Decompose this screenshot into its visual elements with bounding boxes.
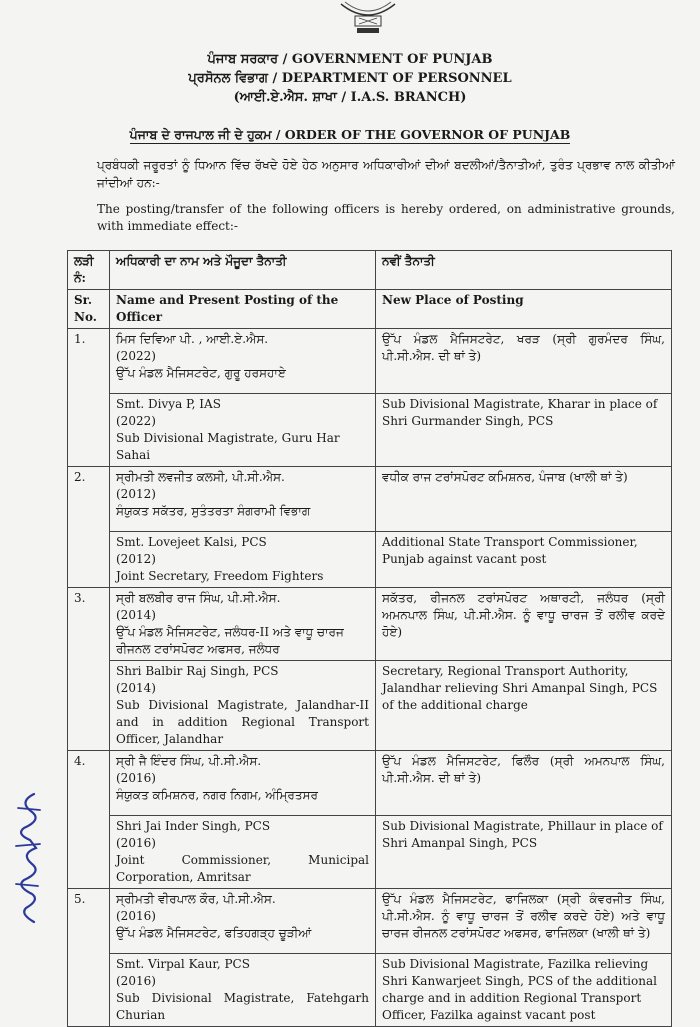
- officer-present-posting: ਉੱਪ ਮੰਡਲ ਮੈਜਿਸਟਰੇਟ, ਜਲੰਧਰ-II ਅਤੇ ਵਾਧੂ ਚਾਰਜ ਰੀਜਨਲ ਟਰਾਂਸਪੋਰਟ ਅਫਸਰ, ਜਲੰਧਰ: [116, 625, 344, 656]
- serial-number: 4.: [68, 751, 110, 889]
- officer-name: ਸ੍ਰੀ ਜੈ ਇੰਦਰ ਸਿੰਘ, ਪੀ.ਸੀ.ਐਸ.: [116, 754, 262, 768]
- table-row: [68, 394, 672, 467]
- serial-number: 2.: [68, 467, 110, 588]
- header-officer-en: Name and Present Posting of the Officer: [110, 290, 376, 329]
- header-posting-en: New Place of Posting: [376, 290, 672, 329]
- document-header: [0, 50, 700, 107]
- new-posting-english: Sub Divisional Magistrate, Kharar in place of Shri Gurmander Singh, PCS: [376, 394, 672, 467]
- table-row: [68, 889, 672, 954]
- officer-batch-year: (2022): [116, 349, 156, 363]
- officer-present-posting: ਸੰਯੁਕਤ ਕਮਿਸ਼ਨਰ, ਨਗਰ ਨਿਗਮ, ਅੰਮ੍ਰਿਤਸਰ: [116, 788, 318, 802]
- officer-present-posting: ਉੱਪ ਮੰਡਲ ਮੈਜਿਸਟਰੇਟ, ਗੁਰੂ ਹਰਸਹਾਏ: [116, 366, 286, 380]
- officer-present-posting: Joint Secretary, Freedom Fighters: [116, 569, 324, 583]
- officer-english-cell: [110, 532, 376, 588]
- intro-punjabi: ਪ੍ਰਬੰਧਕੀ ਜਰੂਰਤਾਂ ਨੂੰ ਧਿਆਨ ਵਿੱਚ ਰੱਖਦੇ ਹੋਏ ਹੇਠ ਅਨੁਸਾਰ ਅਧਿਕਾਰੀਆਂ ਦੀਆਂ ਬਦਲੀਆਂ/ਤੈਨਾਤੀਆਂ, ਤੁਰੰਤ ਪ੍ਰਭਾਵ ਨਾਲ ਕੀਤੀਆਂ ਜਾਂਦੀਆਂ ਹਨ:-: [97, 158, 675, 190]
- officer-name: Smt. Lovejeet Kalsi, PCS: [116, 535, 267, 549]
- new-posting-english: Secretary, Regional Transport Authority, Jalandhar relieving Shri Amanpal Singh, PCS of the additional charge: [376, 661, 672, 751]
- officer-punjabi-cell: [110, 889, 376, 954]
- header-posting-pa: ਨਵੀਂ ਤੈਨਾਤੀ: [376, 251, 672, 290]
- officer-name: Shri Jai Inder Singh, PCS: [116, 819, 271, 833]
- table-header-english-row: [68, 290, 672, 329]
- table-row: [68, 532, 672, 588]
- officer-name: Smt. Virpal Kaur, PCS: [116, 957, 250, 971]
- officer-present-posting: Sub Divisional Magistrate, Fatehgarh Churian: [116, 991, 369, 1022]
- officer-punjabi-cell: [110, 329, 376, 394]
- serial-number: 3.: [68, 588, 110, 751]
- officer-english-cell: [110, 661, 376, 751]
- header-sr-pa: ਲੜੀ ਨੰ:: [68, 251, 110, 290]
- table-row: [68, 588, 672, 661]
- officer-batch-year: (2016): [116, 836, 156, 850]
- officer-name: Shri Balbir Raj Singh, PCS: [116, 664, 279, 678]
- officer-english-cell: [110, 816, 376, 889]
- postings-table: [67, 250, 672, 1027]
- officer-punjabi-cell: [110, 751, 376, 816]
- order-title: [0, 127, 700, 143]
- serial-number: 1.: [68, 329, 110, 467]
- officer-batch-year: (2022): [116, 414, 156, 428]
- table-row: [68, 661, 672, 751]
- officer-name: ਮਿਸ ਦਿਵਿਆ ਪੀ. , ਆਈ.ਏ.ਐਸ.: [116, 332, 269, 346]
- officer-english-cell: [110, 394, 376, 467]
- order-title-text: ਪੰਜਾਬ ਦੇ ਰਾਜਪਾਲ ਜੀ ਦੇ ਹੁਕਮ / ORDER OF THE GOVERNOR OF PUNJAB: [129, 127, 571, 142]
- officer-punjabi-cell: [110, 588, 376, 661]
- officer-present-posting: ਉੱਪ ਮੰਡਲ ਮੈਜਿਸਟਰੇਟ, ਫਤਿਹਗੜ੍ਹ ਚੂੜੀਆਂ: [116, 926, 312, 940]
- new-posting-punjabi: ਉੱਪ ਮੰਡਲ ਮੈਜਿਸਟਰੇਟ, ਫਿਲੌਰ (ਸ੍ਰੀ ਅਮਨਪਾਲ ਸਿੰਘ, ਪੀ.ਸੀ.ਐਸ. ਦੀ ਥਾਂ ਤੇ): [376, 751, 672, 816]
- officer-present-posting: ਸੰਯੁਕਤ ਸਕੱਤਰ, ਸੁਤੰਤਰਤਾ ਸੰਗਰਾਮੀ ਵਿਭਾਗ: [116, 504, 311, 518]
- officer-batch-year: (2016): [116, 974, 156, 988]
- officer-punjabi-cell: [110, 467, 376, 532]
- new-posting-english: Additional State Transport Commissioner, Punjab against vacant post: [376, 532, 672, 588]
- header-line-department: ਪ੍ਰਸੋਨਲ ਵਿਭਾਗ / DEPARTMENT OF PERSONNEL: [188, 71, 512, 86]
- officer-present-posting: Sub Divisional Magistrate, Guru Har Sahai: [116, 431, 340, 462]
- handwritten-signature: [6, 788, 50, 928]
- officer-name: Smt. Divya P, IAS: [116, 397, 221, 411]
- officer-batch-year: (2016): [116, 909, 156, 923]
- table-row: [68, 329, 672, 394]
- officer-batch-year: (2012): [116, 487, 156, 501]
- officer-present-posting: Sub Divisional Magistrate, Jalandhar-II and in addition Regional Transport Officer, Jalandhar: [116, 698, 369, 746]
- header-line-branch: (ਆਈ.ਏ.ਐਸ. ਸ਼ਾਖਾ / I.A.S. BRANCH): [233, 90, 467, 105]
- officer-batch-year: (2014): [116, 608, 156, 622]
- new-posting-english: Sub Divisional Magistrate, Phillaur in place of Shri Amanpal Singh, PCS: [376, 816, 672, 889]
- intro-english: The posting/transfer of the following officers is hereby ordered, on administrative grounds, with immediate effect:-: [97, 202, 675, 233]
- table-row: [68, 467, 672, 532]
- officer-name: ਸ੍ਰੀ ਬਲਬੀਰ ਰਾਜ ਸਿੰਘ, ਪੀ.ਸੀ.ਐਸ.: [116, 591, 281, 605]
- table-row: [68, 816, 672, 889]
- table-header-punjabi-row: [68, 251, 672, 290]
- new-posting-punjabi: ਉੱਪ ਮੰਡਲ ਮੈਜਿਸਟਰੇਟ, ਖਰੜ (ਸ੍ਰੀ ਗੁਰਮੰਦਰ ਸਿੰਘ, ਪੀ.ਸੀ.ਐਸ. ਦੀ ਥਾਂ ਤੇ): [376, 329, 672, 394]
- officer-batch-year: (2014): [116, 681, 156, 695]
- new-posting-punjabi: ਵਧੀਕ ਰਾਜ ਟਰਾਂਸਪੋਰਟ ਕਮਿਸ਼ਨਰ, ਪੰਜਾਬ (ਖਾਲੀ ਥਾਂ ਤੇ): [376, 467, 672, 532]
- new-posting-punjabi: ਉੱਪ ਮੰਡਲ ਮੈਜਿਸਟਰੇਟ, ਫਾਜਿਲਕਾ (ਸ੍ਰੀ ਕੰਵਰਜੀਤ ਸਿੰਘ, ਪੀ.ਸੀ.ਐਸ. ਨੂੰ ਵਾਧੂ ਚਾਰਜ ਤੋਂ ਰਲੀਵ ਕਰਦੇ ਹੋਏ) ਅਤੇ ਵਾਧੂ ਚਾਰਜ ਰੀਜਨਲ ਟਰਾਂਸਪੋਰਟ ਅਫਸਰ, ਫਾਜਿਲਕਾ (ਖਾਲੀ ਥਾਂ ਤੇ): [376, 889, 672, 954]
- new-posting-english: Sub Divisional Magistrate, Fazilka relieving Shri Kanwarjeet Singh, PCS of the additional charge and in addition Regional Transport Officer, Fazilka against vacant post: [376, 954, 672, 1027]
- header-line-government: ਪੰਜਾਬ ਸਰਕਾਰ / GOVERNMENT OF PUNJAB: [207, 52, 493, 67]
- officer-name: ਸ੍ਰੀਮਤੀ ਵੀਰਪਾਲ ਕੌਰ, ਪੀ.ਸੀ.ਐਸ.: [116, 892, 276, 906]
- government-emblem-icon: [335, 0, 401, 36]
- officer-name: ਸ੍ਰੀਮਤੀ ਲਵਜੀਤ ਕਲਸੀ, ਪੀ.ਸੀ.ਐਸ.: [116, 470, 285, 484]
- officer-batch-year: (2016): [116, 771, 156, 785]
- header-sr-en: Sr. No.: [68, 290, 110, 329]
- officer-english-cell: [110, 954, 376, 1027]
- table-row: [68, 751, 672, 816]
- serial-number: 5.: [68, 889, 110, 1027]
- new-posting-punjabi: ਸਕੱਤਰ, ਰੀਜਨਲ ਟਰਾਂਸਪੋਰਟ ਅਥਾਰਟੀ, ਜਲੰਧਰ (ਸ੍ਰੀ ਅਮਨਪਾਲ ਸਿੰਘ, ਪੀ.ਸੀ.ਐਸ. ਨੂੰ ਵਾਧੂ ਚਾਰਜ ਤੋਂ ਰਲੀਵ ਕਰਦੇ ਹੋਏ): [376, 588, 672, 661]
- table-row: [68, 954, 672, 1027]
- officer-present-posting: Joint Commissioner, Municipal Corporation, Amritsar: [116, 853, 369, 884]
- officer-batch-year: (2012): [116, 552, 156, 566]
- header-officer-pa: ਅਧਿਕਾਰੀ ਦਾ ਨਾਮ ਅਤੇ ਮੌਜੂਦਾ ਤੈਨਾਤੀ: [110, 251, 376, 290]
